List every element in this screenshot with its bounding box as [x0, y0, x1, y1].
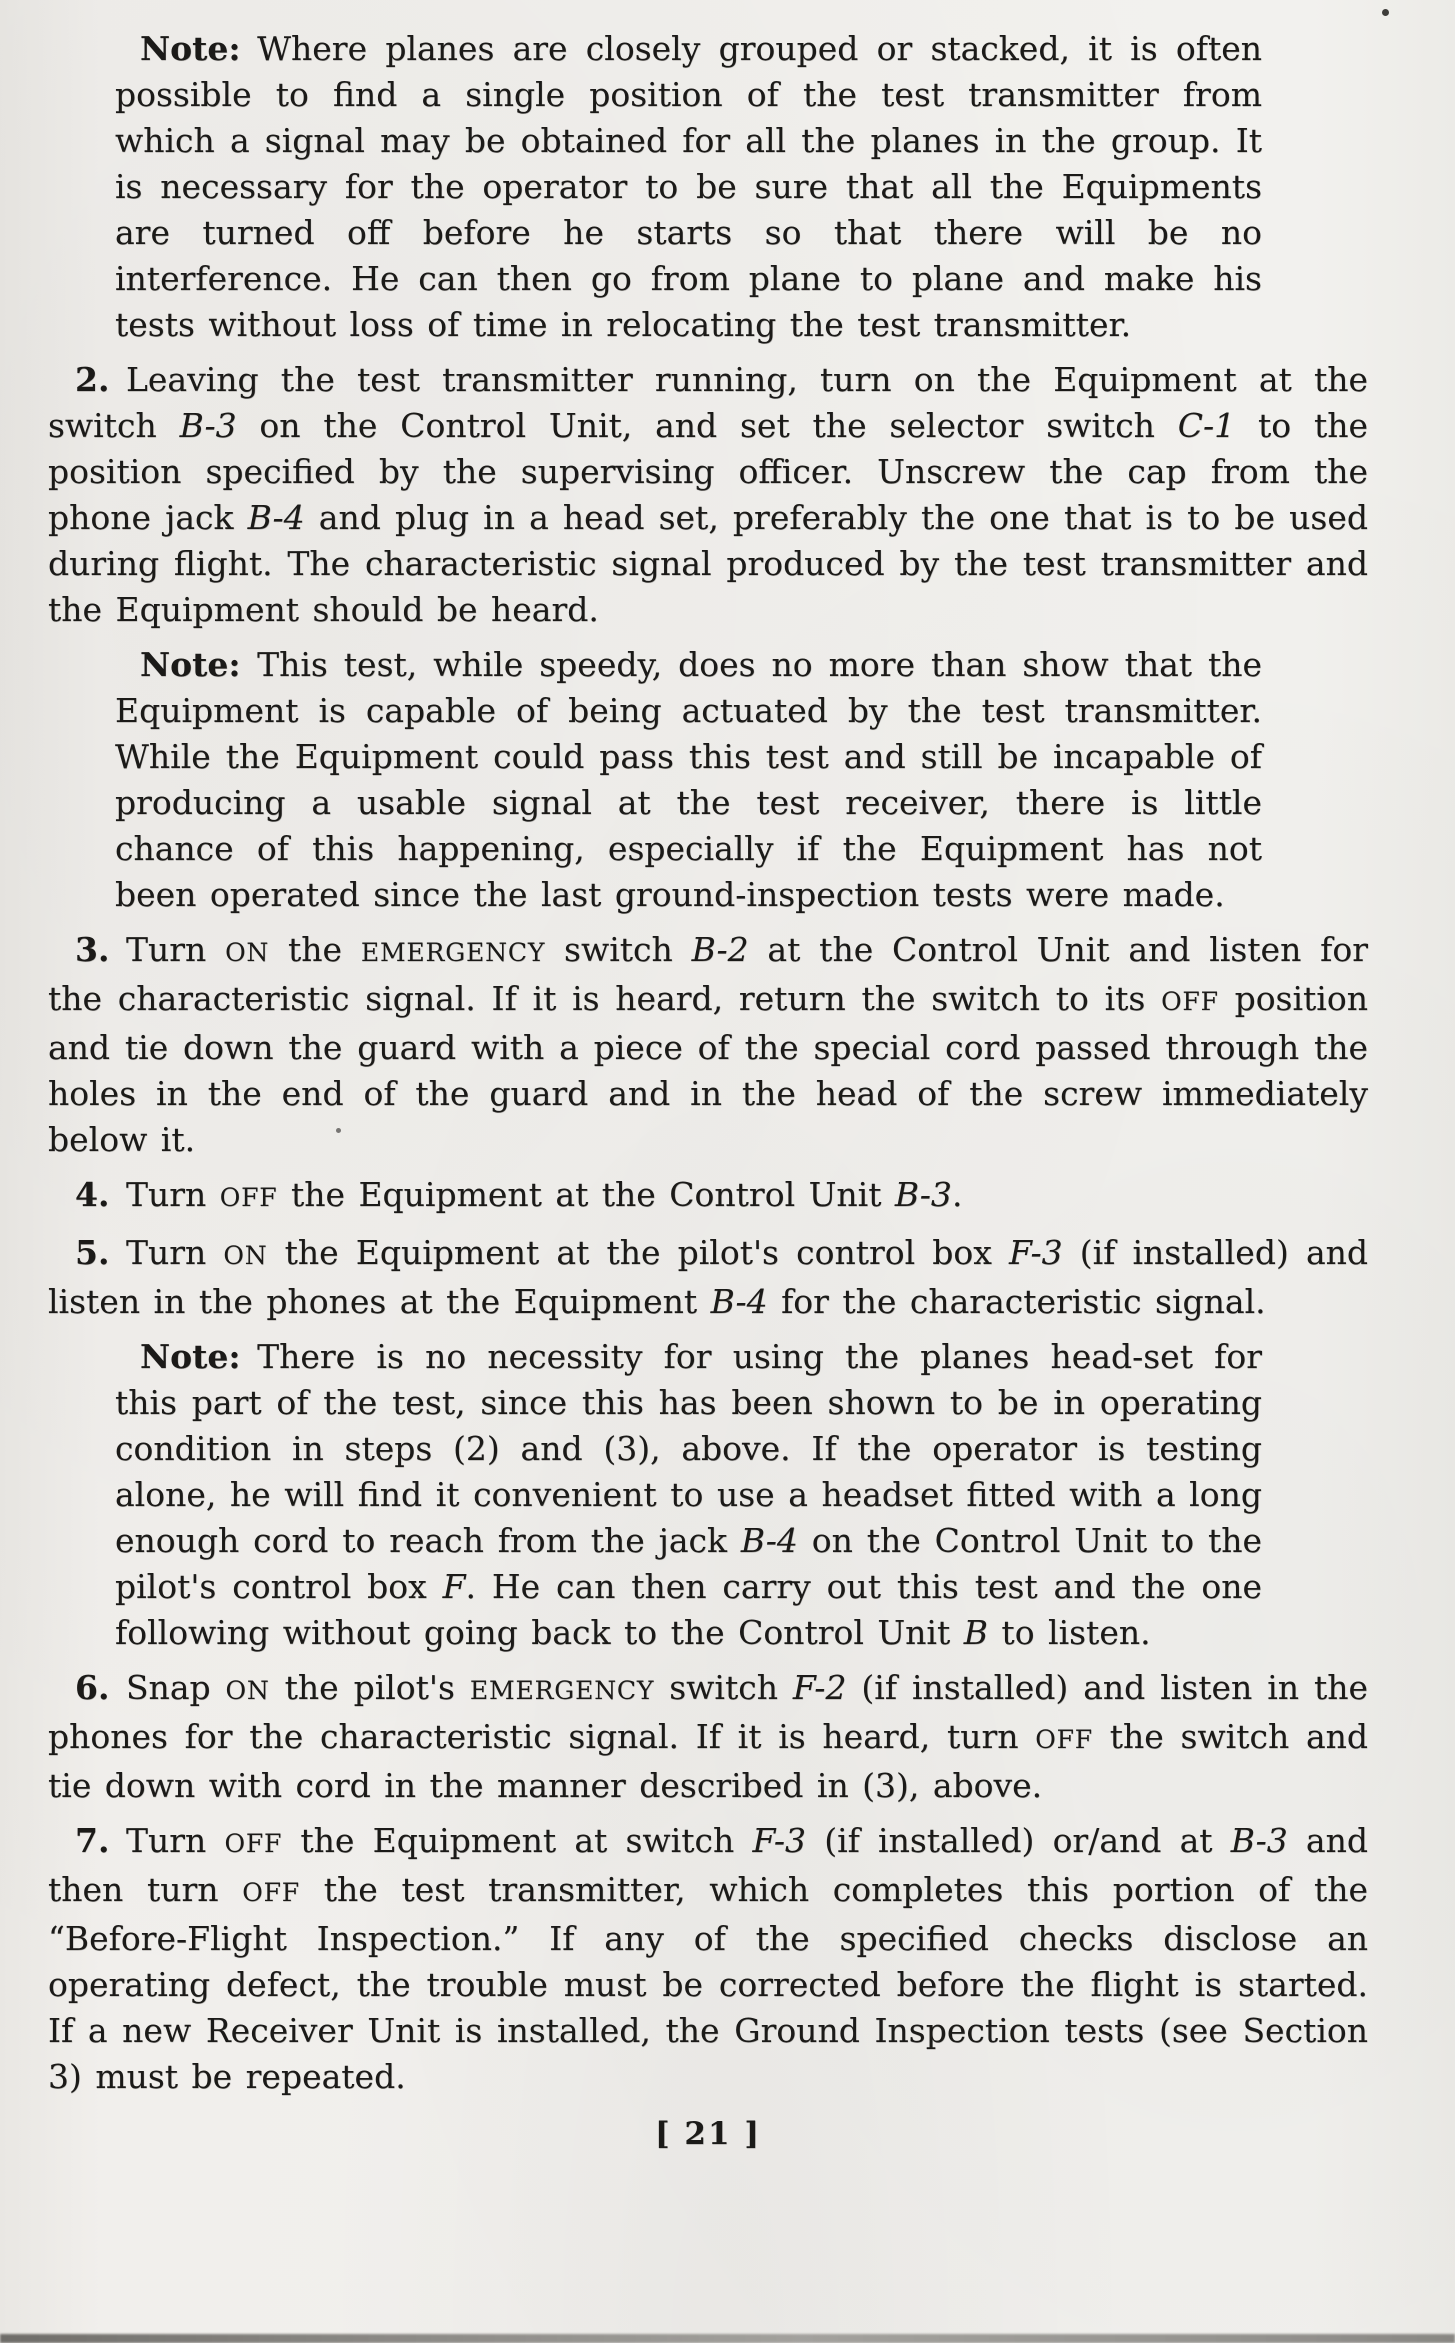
page-number: [ 21 ] — [654, 2116, 762, 2152]
scan-speck — [336, 1128, 341, 1133]
step-7-paragraph: 7. Turn OFF the Equipment at switch F-3 (if installed) or/and at B-3 and then turn OFF the test transmitter, which completes this portion of the “Before-Flight Inspection.” If any of the specified checks disclose an operating defect, the trouble must be corrected before the flight is started. If a new Receiver Unit is installed, the Ground Inspection tests (see Section 3) must be repeated. — [48, 1821, 1368, 2096]
step-5-paragraph: 5. Turn ON the Equipment at the pilot's control box F-3 (if installed) and listen in the phones at the Equipment B-4 for the characteristic signal. — [48, 1233, 1368, 1321]
step-6-paragraph: 6. Snap ON the pilot's EMERGENCY switch F-2 (if installed) and listen in the phones for the characteristic signal. If it is heard, turn OFF the switch and tie down with cord in the manner described in (3), above. — [48, 1668, 1368, 1805]
scan-edge-shadow — [0, 2334, 1455, 2343]
text-column — [0, 26, 1455, 2152]
note-paragraph-3: Note: There is no necessity for using the planes head-set for this part of the test, since this has been shown to be in operating condition in steps (2) and (3), above. If the operator is testing alone, he will find it convenient to use a headset fitted with a long enough cord to reach from the jack B-4 on the Control Unit to the pilot's control box F. He can then carry out this test and the one following without going back to the Control Unit B to listen. — [115, 1337, 1263, 1652]
scan-speck — [1382, 9, 1389, 16]
note-paragraph-1: Note: Where planes are closely grouped or stacked, it is often possible to find a single position of the test transmitter from which a signal may be obtained for all the planes in the group. It is necessary for the operator to be sure that all the Equipments are turned off before he starts so that there will be no interference. He can then go from plane to plane and make his tests without loss of time in relocating the test transmitter. — [115, 29, 1262, 344]
step-2-paragraph: 2. Leaving the test transmitter running, turn on the Equipment at the switch B-3 on the Control Unit, and set the selector switch C-1 to the position specified by the supervising officer. Unscrew the cap from the phone jack B-4 and plug in a head set, preferably the one that is to be used during flight. The characteristic signal produced by the test transmitter and the Equipment should be heard. — [48, 360, 1369, 629]
step-4-paragraph: 4. Turn OFF the Equipment at the Control Unit B-3. — [75, 1175, 963, 1214]
step-3-paragraph: 3. Turn ON the EMERGENCY switch B-2 at the Control Unit and listen for the characteristic signal. If it is heard, return the switch to its OFF position and tie down the guard with a piece of the special cord passed through the holes in the end of the guard and in the head of the screw immediately below it. — [48, 930, 1368, 1159]
note-paragraph-2: Note: This test, while speedy, does no more than show that the Equipment is capable of being actuated by the test transmitter. While the Equipment could pass this test and still be incapable of producing a usable signal at the test receiver, there is little chance of this happening, especially if the Equipment has not been operated since the last ground-inspection tests were made. — [115, 645, 1262, 914]
